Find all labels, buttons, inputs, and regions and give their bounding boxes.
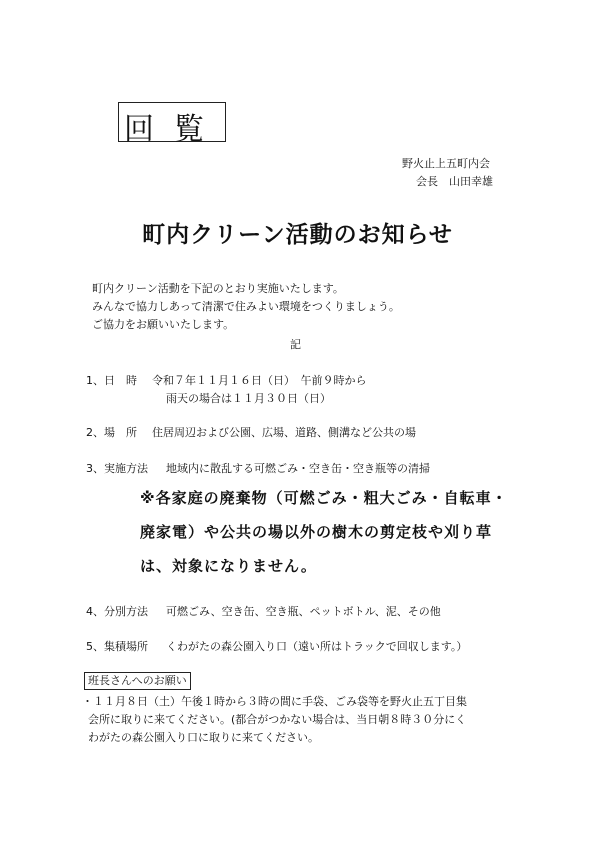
collection-value: くわがたの森公園入り口（遠い所はトラックで回収します。） bbox=[166, 640, 468, 653]
circular-label: 回覧 bbox=[124, 112, 224, 147]
notice-line-1: ※各家庭の廃棄物（可燃ごみ・粗大ごみ・自転車・ bbox=[140, 489, 508, 507]
datetime-value: 令和７年１１月１６日（日） 午前９時から bbox=[152, 374, 367, 387]
leaders-line-1: ・１１月８日（土）午後１時から３時の間に手袋、ごみ袋等を野火止五丁目集 bbox=[82, 695, 467, 708]
sorting-value: 可燃ごみ、空き缶、空き瓶、ペットボトル、泥、その他 bbox=[166, 605, 441, 618]
datetime-label: 1、日 時 bbox=[86, 374, 137, 387]
place-value: 住居周辺および公園、広場、道路、側溝など公共の場 bbox=[152, 426, 416, 439]
method-value: 地域内に散乱する可燃ごみ・空き缶・空き瓶等の清掃 bbox=[166, 462, 430, 475]
organization-name: 野火止上五町内会 bbox=[402, 157, 490, 170]
leaders-line-2: 会所に取りに来てください。(都合がつかない場合は、当日朝８時３０分にく bbox=[88, 713, 467, 726]
notice-line-3: は、対象になりません。 bbox=[140, 557, 317, 575]
datetime-rain: 雨天の場合は１１月３０日（日） bbox=[166, 392, 331, 405]
notice-line-2: 廃家電）や公共の場以外の樹木の剪定枝や刈り草 bbox=[140, 523, 493, 541]
organization-chairman: 会長 山田幸雄 bbox=[416, 175, 493, 188]
place-label: 2、場 所 bbox=[86, 426, 137, 439]
method-label: 3、実施方法 bbox=[86, 462, 148, 475]
intro-line-2: みんなで協力しあって清潔で住みよい環境をつくりましょう。 bbox=[92, 300, 400, 313]
collection-label: 5、集積場所 bbox=[86, 640, 148, 653]
leaders-heading: 班長さんへのお願い bbox=[84, 672, 191, 690]
sorting-label: 4、分別方法 bbox=[86, 605, 148, 618]
ki-marker: 記 bbox=[290, 338, 301, 351]
intro-line-3: ご協力をお願いいたします。 bbox=[92, 318, 235, 331]
document-title: 町内クリーン活動のお知らせ bbox=[142, 221, 453, 248]
intro-line-1: 町内クリーン活動を下記のとおり実施いたします。 bbox=[92, 282, 344, 295]
leaders-line-3: わがたの森公園入り口に取りに来てください。 bbox=[88, 731, 319, 744]
